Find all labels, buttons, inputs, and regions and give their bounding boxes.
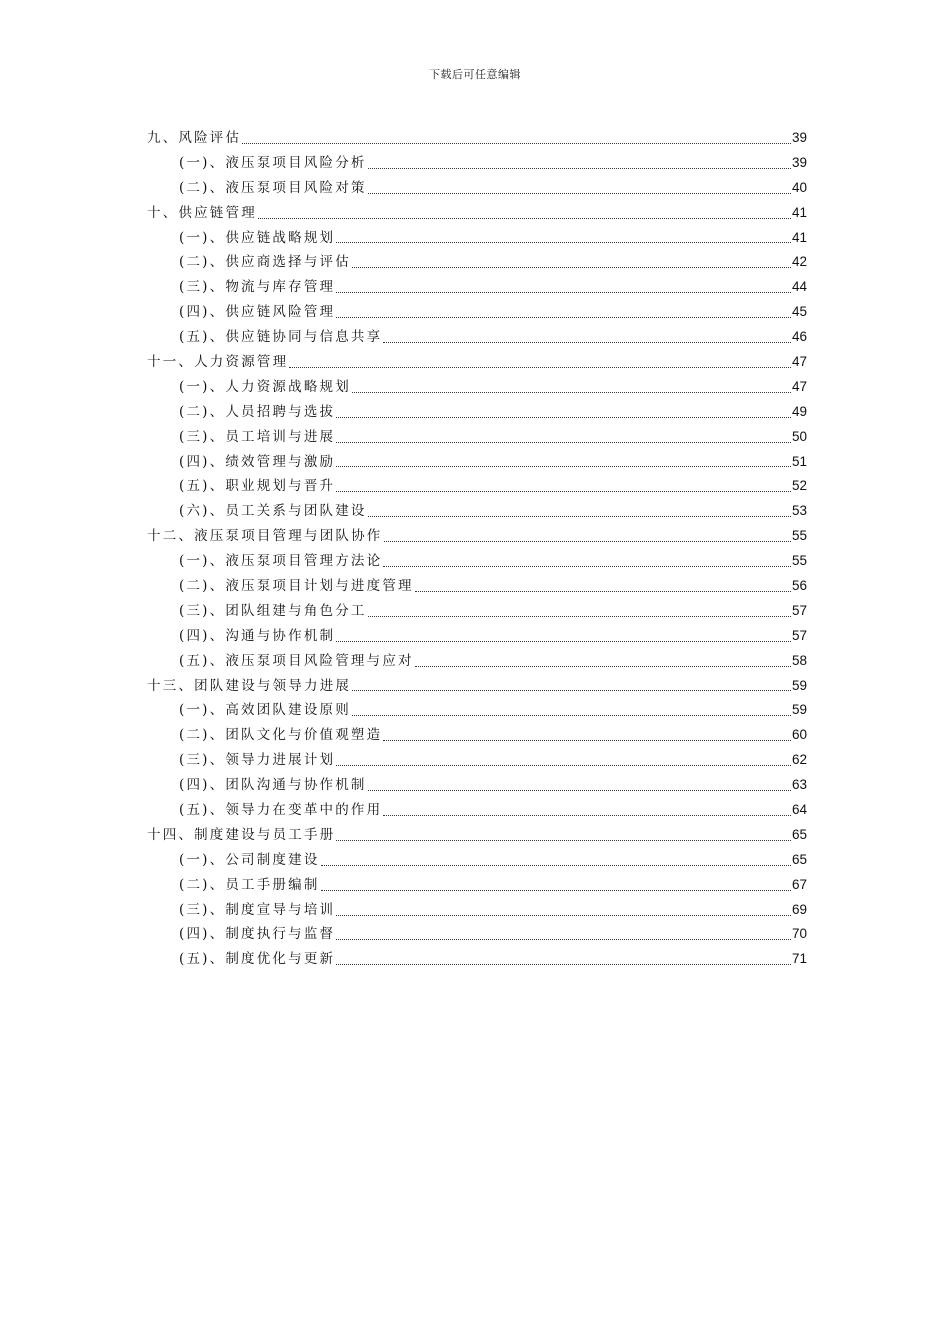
toc-section-entry[interactable] [147, 474, 807, 499]
toc-page-number: 55 [791, 528, 807, 544]
toc-entry-title: (一)、公司制度建设 [179, 851, 320, 868]
toc-section-entry[interactable] [147, 698, 807, 723]
toc-entry-title: (三)、团队组建与角色分工 [179, 602, 367, 619]
toc-dot-leader [321, 890, 791, 891]
toc-page-number: 63 [791, 777, 807, 793]
toc-dot-leader [383, 566, 791, 567]
toc-dot-leader [383, 740, 791, 741]
toc-page-number: 65 [791, 851, 807, 867]
toc-dot-leader [242, 143, 791, 144]
toc-dot-leader [415, 591, 791, 592]
toc-entry-title: 九、风险评估 [147, 129, 242, 146]
toc-page-number: 59 [791, 677, 807, 693]
toc-entry-title: 十三、团队建设与领导力进展 [147, 677, 352, 694]
toc-entry-title: 十二、液压泵项目管理与团队协作 [147, 528, 383, 545]
toc-entry-title: (五)、制度优化与更新 [179, 951, 336, 968]
toc-page-number: 52 [791, 478, 807, 494]
toc-dot-leader [336, 292, 791, 293]
toc-section-entry[interactable] [147, 325, 807, 350]
toc-section-entry[interactable] [147, 499, 807, 524]
toc-section-entry[interactable] [147, 151, 807, 176]
toc-dot-leader [368, 168, 791, 169]
toc-dot-leader [368, 516, 791, 517]
toc-entry-title: (一)、人力资源战略规划 [179, 378, 351, 395]
toc-entry-title: (一)、供应链战略规划 [179, 229, 336, 246]
toc-page-number: 56 [791, 578, 807, 594]
toc-page-number: 47 [791, 378, 807, 394]
toc-page-number: 46 [791, 329, 807, 345]
toc-page-number: 49 [791, 403, 807, 419]
toc-page-number: 50 [791, 428, 807, 444]
toc-entry-title: (二)、液压泵项目风险对策 [179, 179, 367, 196]
toc-section-entry[interactable] [147, 375, 807, 400]
toc-dot-leader [336, 417, 791, 418]
toc-entry-title: (二)、团队文化与价值观塑造 [179, 727, 383, 744]
toc-dot-leader [336, 765, 791, 766]
toc-section-entry[interactable] [147, 848, 807, 873]
toc-section-entry[interactable] [147, 549, 807, 574]
table-of-contents [147, 126, 807, 972]
toc-page-number: 64 [791, 802, 807, 818]
toc-entry-title: (二)、人员招聘与选拔 [179, 403, 336, 420]
toc-page-number: 70 [791, 926, 807, 942]
toc-entry-title: (三)、领导力进展计划 [179, 752, 336, 769]
toc-dot-leader [352, 715, 791, 716]
toc-dot-leader [383, 342, 791, 343]
toc-dot-leader [368, 616, 791, 617]
toc-dot-leader [336, 491, 791, 492]
toc-dot-leader [336, 466, 791, 467]
toc-page-number: 62 [791, 752, 807, 768]
toc-section-entry[interactable] [147, 898, 807, 923]
toc-entry-title: (六)、员工关系与团队建设 [179, 503, 367, 520]
toc-section-entry[interactable] [147, 624, 807, 649]
toc-entry-title: (四)、供应链风险管理 [179, 304, 336, 321]
toc-page-number: 69 [791, 901, 807, 917]
toc-dot-leader [368, 790, 791, 791]
toc-page-number: 39 [791, 129, 807, 145]
toc-entry-title: (三)、制度宣导与培训 [179, 901, 336, 918]
toc-chapter-entry[interactable] [147, 524, 807, 549]
toc-page-number: 47 [791, 354, 807, 369]
toc-entry-title: (五)、职业规划与晋升 [179, 478, 336, 495]
toc-chapter-entry[interactable] [147, 823, 807, 848]
toc-section-entry[interactable] [147, 226, 807, 251]
toc-dot-leader [321, 865, 791, 866]
toc-page-number: 41 [791, 229, 807, 245]
toc-section-entry[interactable] [147, 798, 807, 823]
toc-dot-leader [289, 367, 791, 368]
toc-section-entry[interactable] [147, 400, 807, 425]
toc-dot-leader [336, 939, 791, 940]
toc-entry-title: (四)、团队沟通与协作机制 [179, 777, 367, 794]
toc-page-number: 39 [791, 154, 807, 170]
toc-dot-leader [352, 690, 791, 691]
toc-page-number: 41 [791, 204, 807, 220]
toc-dot-leader [336, 442, 791, 443]
toc-dot-leader [336, 317, 791, 318]
toc-chapter-entry[interactable] [147, 674, 807, 699]
toc-section-entry[interactable] [147, 250, 807, 275]
toc-dot-leader [415, 666, 791, 667]
toc-dot-leader [336, 641, 791, 642]
toc-page-number: 57 [791, 627, 807, 643]
toc-entry-title: (四)、绩效管理与激励 [179, 453, 336, 470]
toc-dot-leader [384, 541, 791, 542]
toc-page-number: 71 [791, 951, 807, 967]
toc-page-number: 53 [791, 503, 807, 519]
toc-dot-leader [258, 218, 791, 219]
toc-page-number: 67 [791, 876, 807, 892]
toc-page-number: 42 [791, 254, 807, 270]
toc-entry-title: (五)、领导力在变革中的作用 [179, 802, 383, 819]
toc-section-entry[interactable] [147, 873, 807, 898]
toc-entry-title: (四)、制度执行与监督 [179, 926, 336, 943]
toc-section-entry[interactable] [147, 923, 807, 948]
toc-section-entry[interactable] [147, 425, 807, 450]
toc-chapter-entry[interactable] [147, 350, 807, 375]
page-header: 下载后可任意编辑 [429, 68, 521, 81]
toc-dot-leader [336, 242, 791, 243]
toc-section-entry[interactable] [147, 275, 807, 300]
toc-chapter-entry[interactable] [147, 201, 807, 226]
toc-entry-title: 十四、制度建设与员工手册 [147, 826, 336, 843]
toc-dot-leader [336, 840, 791, 841]
toc-dot-leader [336, 964, 791, 965]
toc-entry-title: (二)、供应商选择与评估 [179, 254, 351, 271]
toc-page-number: 59 [791, 702, 807, 718]
toc-entry-title: (三)、员工培训与进展 [179, 428, 336, 445]
toc-entry-title: (二)、员工手册编制 [179, 876, 320, 893]
toc-section-entry[interactable] [147, 599, 807, 624]
toc-entry-title: (一)、液压泵项目风险分析 [179, 154, 367, 171]
toc-entry-title: (一)、液压泵项目管理方法论 [179, 553, 383, 570]
toc-section-entry[interactable] [147, 947, 807, 972]
toc-page-number: 60 [791, 727, 807, 743]
toc-section-entry[interactable] [147, 176, 807, 201]
toc-section-entry[interactable] [147, 748, 807, 773]
toc-page-number: 51 [791, 453, 807, 469]
toc-page-number: 57 [791, 602, 807, 618]
toc-dot-leader [368, 193, 791, 194]
toc-page-number: 40 [791, 179, 807, 195]
toc-chapter-entry[interactable] [147, 126, 807, 151]
toc-dot-leader [352, 392, 791, 393]
toc-entry-title: (四)、沟通与协作机制 [179, 627, 336, 644]
toc-section-entry[interactable] [147, 450, 807, 475]
toc-section-entry[interactable] [147, 300, 807, 325]
toc-page-number: 44 [791, 279, 807, 295]
toc-page-number: 55 [791, 553, 807, 569]
toc-entry-title: (五)、液压泵项目风险管理与应对 [179, 652, 414, 669]
toc-page-number: 65 [791, 826, 807, 842]
toc-entry-title: 十一、人力资源管理 [147, 354, 289, 370]
toc-entry-title: (二)、液压泵项目计划与进度管理 [179, 578, 414, 595]
toc-section-entry[interactable] [147, 773, 807, 798]
toc-dot-leader [352, 267, 791, 268]
toc-page-number: 45 [791, 304, 807, 320]
toc-section-entry[interactable] [147, 649, 807, 674]
toc-dot-leader [383, 815, 791, 816]
toc-entry-title: 十、供应链管理 [147, 204, 257, 221]
toc-dot-leader [336, 915, 791, 916]
toc-page-number: 58 [791, 652, 807, 668]
toc-section-entry[interactable] [147, 574, 807, 599]
toc-entry-title: (一)、高效团队建设原则 [179, 702, 351, 719]
toc-section-entry[interactable] [147, 723, 807, 748]
toc-entry-title: (五)、供应链协同与信息共享 [179, 329, 383, 346]
toc-entry-title: (三)、物流与库存管理 [179, 279, 336, 296]
